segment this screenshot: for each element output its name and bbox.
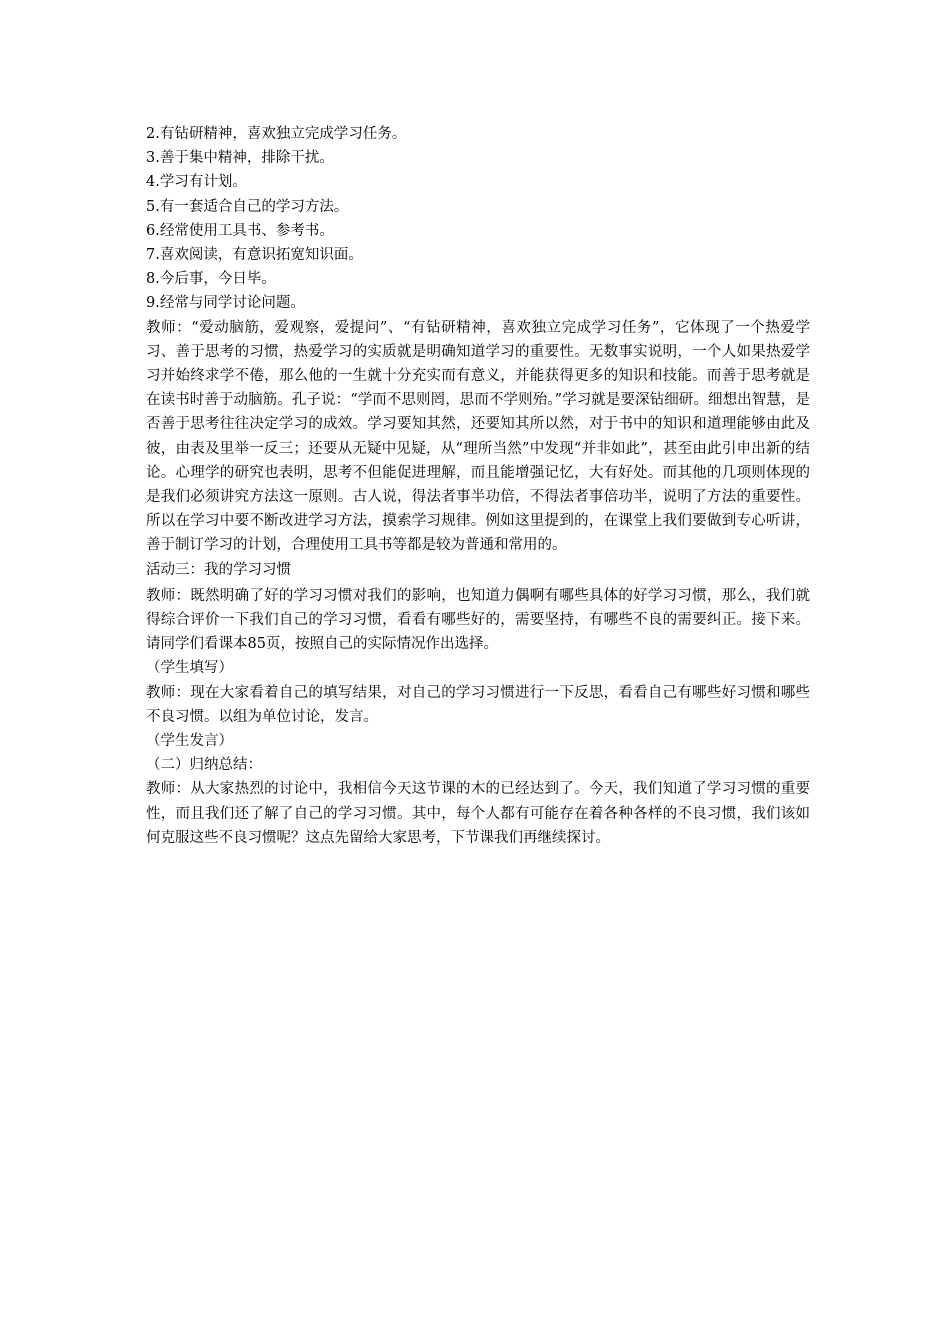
teacher-paragraph: 教师：既然明确了好的学习习惯对我们的影响，也知道力偶啊有哪些具体的好学习习惯，那么，我们就得综合评价一下我们自己的学习习惯，看看有哪些好的，需要坚持，有哪些不良的需要纠正。接下来。请同学们看课本85页，按照自己的实际情况作出选择。 [146,587,810,653]
teacher-paragraph: 教师：从大家热烈的讨论中，我相信今天这节课的木的已经达到了。今天，我们知道了学习习惯的重要性，而且我们还了解了自己的学习习惯。其中，每个人都有可能存在着各种各样的不良习惯，我们该如何克服这些不良习惯呢？这点先留给大家思考，下节课我们再继续探讨。 [146,781,810,846]
teacher-paragraph: 教师：现在大家看着自己的填写结果，对自己的学习习惯进行一下反思，看看自己有哪些好习惯和哪些不良习惯。以组为单位讨论，发言。 [146,684,810,725]
list-item: 5.有一套适合自己的学习方法。 [146,198,349,215]
list-item: 7.喜欢阅读，有意识拓宽知识面。 [146,247,363,264]
teacher-paragraph: 教师：“爱动脑筋，爱观察，爱提问”、“有钻研精神，喜欢独立完成学习任务”，它体现了一个热爱学习、善于思考的习惯，热爱学习的实质就是明确知道学习的重要性。无数事实说明，一个人如果热爱学习并始终求学不倦，那么他的一生就十分充实而有意义，并能获得更多的知识和技能。而善于思考就是在读书时善于动脑筋。孔子说：“学而不思则罔，思而不学则殆。”学习就是要深钻细研。细想出智慧，是否善于思考往往决定学习的成效。学习要知其然，还要知其所以然，对于书中的知识和道理能够由此及彼，由表及里举一反三；还要从无疑中见疑，从“理所当然”中发现“并非如此”，甚至由此引申出新的结论。心理学的研究也表明，思考不但能促进理解，而且能增强记忆，大有好处。而其他的几项则体现的是我们必须讲究方法这一原则。古人说，得法者事半功倍，不得法者事倍功半，说明了方法的重要性。所以在学习中要不断改进学习方法，摸索学习规律。例如这里提到的，在课堂上我们要做到专心听讲，善于制订学习的计划，合理使用工具书等都是较为普通和常用的。 [146,319,810,554]
list-item: 8.今后事，今日毕。 [146,271,276,288]
activity-heading: 活动三：我的学习习惯 [146,561,291,578]
list-item: 2.有钻研精神，喜欢独立完成学习任务。 [146,126,407,142]
summary-heading: （二）归纳总结： [146,757,262,774]
document-page [146,122,810,850]
list-item: 9.经常与同学讨论问题。 [146,295,305,312]
list-item: 3.善于集中精神，排除干扰。 [146,150,334,167]
list-item: 6.经常使用工具书、参考书。 [146,222,334,239]
student-note: （学生填写） [146,660,233,677]
list-item: 4.学习有计划。 [146,174,247,191]
student-note: （学生发言） [146,733,233,750]
